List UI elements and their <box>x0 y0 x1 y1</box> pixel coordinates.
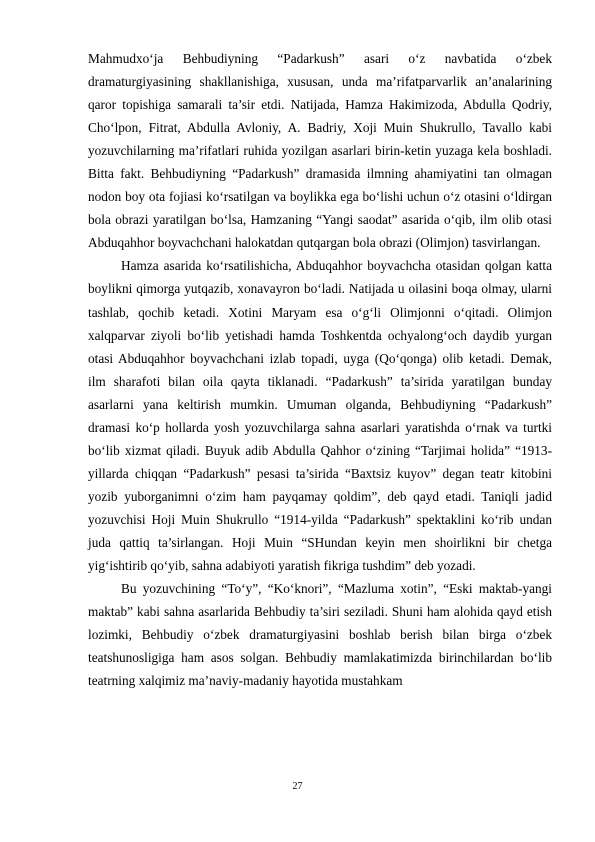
document-body <box>88 47 552 692</box>
page-number: 27 <box>292 781 303 792</box>
paragraph-2: Hamza asarida ko‘rsatilishicha, Abduqahhor boyvachcha otasidan qolgan katta boylikni qimorga yutqazib, xonavayron bo‘ladi. Natijada u oilasini boqa olmay, ularni tashlab, qochib ketadi. Xotini Maryam esa o‘g‘li Olimjonni o‘qitadi. Olimjon xalqparvar ziyoli bo‘lib yetishadi hamda Toshkentda ochyalong‘och daydib yurgan otasi Abduqahhor boyvachchani izlab topadi, uyga (Qo‘qonga) olib ketadi. Demak, ilm sharafoti bilan oila qayta tiklanadi. “Padarkush” ta’sirida yaratilgan bunday asarlarni yana keltirish mumkin. Umuman olganda, Behbudiyning “Padarkush” dramasi ko‘p hollarda yosh yozuvchilarga sahna asarlari yaratishda o‘rnak va turtki bo‘lib xizmat qiladi. Buyuk adib Abdulla Qahhor o‘zining “Tarjimai holida” “1913-yillarda chiqqan “Padarkush” pesasi ta’sirida “Baxtsiz kuyov” degan teatr kitobini yozib yuborganimni o‘zim ham payqamay qoldim”, deb qayd etadi. Taniqli jadid yozuvchisi Hoji Muin Shukrullo “1914-yilda “Padarkush” spektaklini ko‘rib undan juda qattiq ta’sirlangan. Hoji Muin “SHundan keyin men shoirlikni bir chetga yig‘ishtirib qo‘yib, sahna adabiyoti yaratish fikriga tushdim” deb yozadi. <box>88 258 552 574</box>
paragraph-3: Bu yozuvchining “To‘y”, “Ko‘knori”, “Mazluma xotin”, “Eski maktab-yangi maktab” kabi sahna asarlarida Behbudiy ta’siri seziladi. Shuni ham alohida qayd etish lozimki, Behbudiy o‘zbek dramaturgiyasini boshlab berish bilan birga o‘zbek teatshunosligiga ham asos solgan. Behbudiy mamlakatimizda birinchilardan bo‘lib teatrning xalqimiz ma’naviy-madaniy hayotida mustahkam <box>88 581 552 689</box>
paragraph-1: Mahmudxo‘ja Behbudiyning “Padarkush” asari o‘z navbatida o‘zbek dramaturgiyasining shakllanishiga, xususan, unda ma’rifatparvarlik an’analarining qaror topishiga samarali ta’sir etdi. Natijada, Hamza Hakimizoda, Abdulla Qodriy, Cho‘lpon, Fitrat, Abdulla Avloniy, A. Badriy, Xoji Muin Shukrullo, Tavallo kabi yozuvchilarning ma’rifatlari ruhida yozilgan asarlari birin-ketin yuzaga kela boshladi. Bitta fakt. Behbudiyning “Padarkush” dramasida ilmning ahamiyatini tan olmagan nodon boy ota fojiasi ko‘rsatilgan va boylikka ega bo‘lishi uchun o‘z otasini o‘ldirgan bola obrazi yaratilgan bo‘lsa, Hamzaning “Yangi saodat” asarida o‘qib, ilm olib otasi Abduqahhor boyvachchani halokatdan qutqargan bola obrazi (Olimjon) tasvirlangan. <box>88 51 552 251</box>
